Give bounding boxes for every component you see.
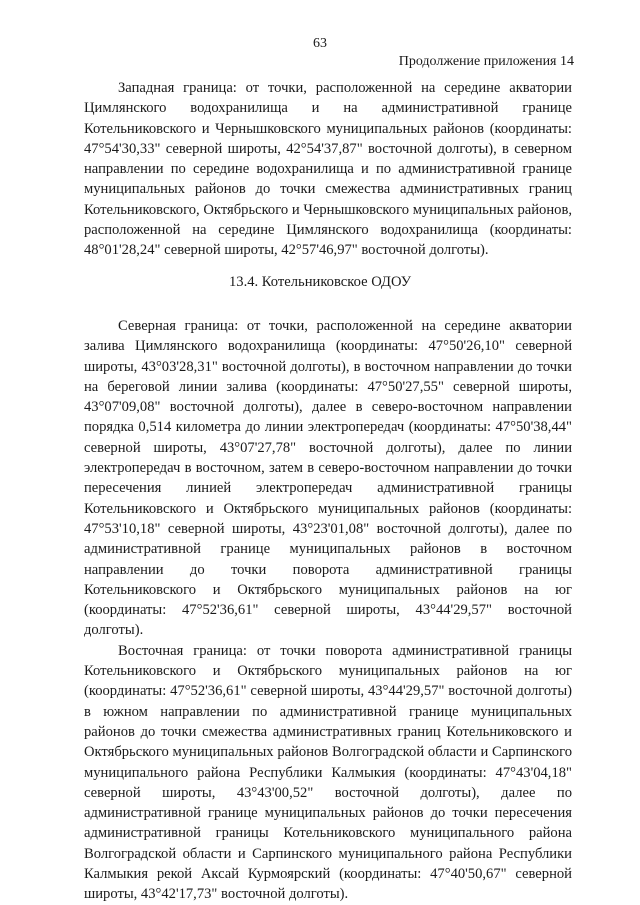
section-heading: 13.4. Котельниковское ОДОУ bbox=[228, 274, 412, 290]
west-border-section bbox=[84, 78, 572, 261]
east-border-paragraph: Восточная граница: от точки поворота административной границы Котельниковского и Октябрьского муниципальных районов на юг (координаты: 47°52'36,61" северной широты, 43°44'29,57" восточной долготы) в южном направлении по административной границе муниципальных районов до точки смежества административных границ Котельниковского и Октябрьского муниципальных районов Волгоградской области и Сарпинского муниципального района Республики Калмыкия (координаты: 47°43'04,18" северной широты, 43°43'00,52" восточной долготы), далее по административной границе муниципальных районов до точки пересечения административной границы Котельниковского муниципального района Волгоградской области и Сарпинского муниципального района Республики Калмыкия рекой Аксай Курмоярский (координаты: 47°40'50,67" северной широты, 43°42'17,73" восточной долготы). bbox=[84, 642, 572, 903]
odou-borders-section bbox=[84, 316, 572, 905]
north-border-paragraph: Северная граница: от точки, расположенной на середине акватории залива Цимлянского водохранилища (координаты: 47°50'26,10" северной широты, 43°03'28,31" восточной долготы), в восточном направлении до точки на береговой линии залива (координаты: 47°50'27,55" северной широты, 43°07'09,08" восточной долготы), далее в северо-восточном направлении порядка 0,514 километра до линии электропередач (координаты: 47°50'38,44" северной широты, 43°07'27,78" восточной долготы), далее по линии электропередач в восточном, затем в северо-восточном направлении до точки пересечения линией электропередач административной границы Котельниковского и Октябрьского муниципальных районов (координаты: 47°53'10,18" северной широты, 43°23'01,08" восточной долготы), далее по административной границе муниципальных районов в восточном направлении до точки поворота административной границы Котельниковского и Октябрьского муниципальных районов на юг (координаты: 47°52'36,61" северной широты, 43°44'29,57" восточной долготы). bbox=[84, 318, 572, 639]
west-border-paragraph: Западная граница: от точки, расположенной на середине акватории Цимлянского водохранилища и на административной границе Котельниковского и Чернышковского муниципальных районов (координаты: 47°54'30,33" северной широты, 42°54'37,87" восточной долготы), в северном направлении по середине водохранилища и по административной границе муниципальных районов до точки смежества административных границ Котельниковского, Октябрьского и Чернышковского муниципальных районов, расположенной на середине Цимлянского водохранилища (координаты: 48°01'28,24" северной широты, 42°57'46,97" восточной долготы). bbox=[84, 80, 572, 259]
appendix-continuation-note: Продолжение приложения 14 bbox=[398, 54, 574, 69]
page-number: 63 bbox=[313, 36, 327, 51]
